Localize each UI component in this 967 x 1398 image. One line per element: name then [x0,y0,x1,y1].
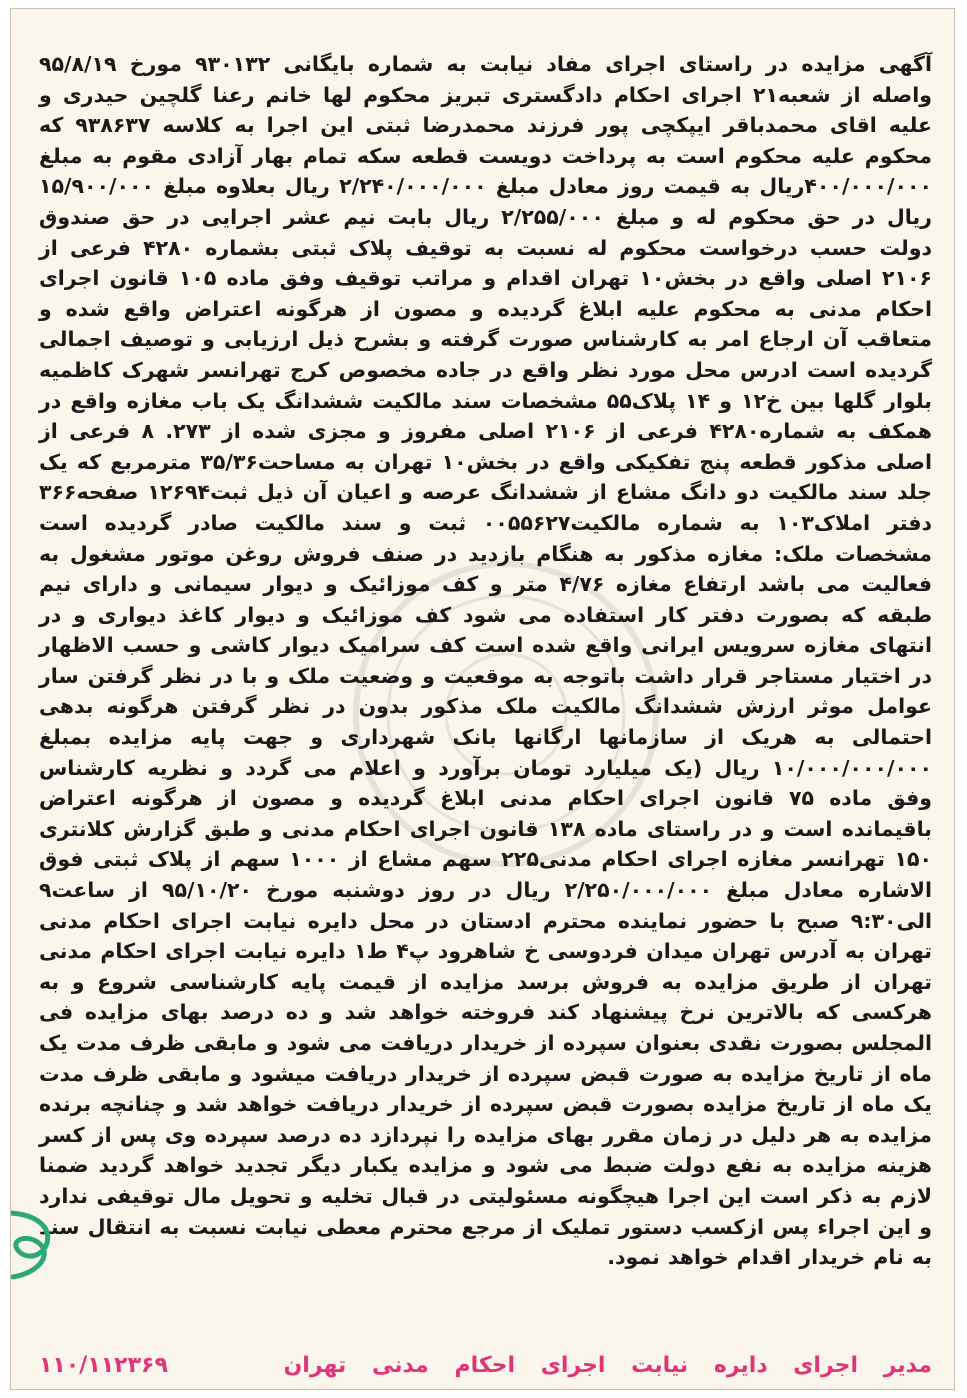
newspaper-clipping [10,8,955,1390]
notice-reference-number: ۱۱۰/۱۱۲۳۶۹ [39,1352,168,1378]
issuer-signature: مدیر اجرای دایره نیابت اجرای احکام مدنی تهران [283,1352,932,1378]
auction-notice-text: آگهی مزایده در راستای اجرای مفاد نیابت به شماره بایگانی ۹۳۰۱۳۲ مورخ ۹۵/۸/۱۹ واصله از شعبه۲۱ اجرای احکام دادگستری تبریز محکوم لها خانم رعنا گلچین حیدری و علیه اقای محمدباقر ایپکچی پور فرزند محمدرضا ثبتی این اجرا به کلاسه ۹۳۸۶۳۷ که محکوم علیه محکوم است به پرداخت دویست قطعه سکه تمام بهار آزادی مقوم به مبلغ ۴۰۰/۰۰۰/۰۰۰ریال به قیمت روز معادل مبلغ ۲/۲۴۰/۰۰۰/۰۰۰ ریال بعلاوه مبلغ ۱۵/۹۰۰/۰۰۰ ریال در حق محکوم له و مبلغ ۲/۲۵۵/۰۰۰ ریال بابت نیم عشر اجرایی در حق صندوق دولت حسب درخواست محکوم له نسبت به توقیف پلاک ثبتی بشماره ۴۲۸۰ فرعی از ۲۱۰۶ اصلی واقع در بخش۱۰ تهران اقدام و مراتب توقیف وفق ماده ۱۰۵ قانون اجرای احکام مدنی به محکوم علیه ابلاغ گردیده و مصون از هرگونه اعتراض واقع شده و متعاقب آن ارجاع امر به کارشناس صورت گرفته و بشرح ذیل ارزیابی و توصیف اجمالی گردیده است ادرس محل مورد نظر واقع در جاده مخصوص کرج تهرانسر شهرک کاظمیه بلوار گلها بین خ۱۲ و ۱۴ پلاک۵۵ مشخصات سند مالکیت ششدانگ یک باب مغازه واقع در همکف به شماره۴۲۸۰ فرعی از ۲۱۰۶ اصلی مفروز و مجزی شده از ۲۷۳. ۸ فرعی از اصلی مذکور قطعه پنج تفکیکی واقع در بخش۱۰ تهران به مساحت۳۵/۳۶ مترمربع که یک جلد سند مالکیت دو دانگ مشاع از ششدانگ عرصه و اعیان آن ذیل ثبت۱۲۶۹۴ صفحه۳۶۶ دفتر املاک۱۰۳ به شماره مالکیت۰۰۵۵۶۲۷ ثبت و سند مالکیت صادر گردیده است مشخصات ملک: مغازه مذکور به هنگام بازدید در صنف فروش روغن موتور مشغول به فعالیت می باشد ارتفاع مغازه ۴/۷۶ متر و کف موزائیک و دیوار سیمانی و دارای نیم طبقه که بصورت دفتر کار استفاده می شود کف موزائیک و دیوار کاغذ دیواری و در انتهای مغازه سرویس ایرانی واقع شده است کف سرامیک دیوار کاشی و حسب الاظهار در اختیار مستاجر قرار داشت باتوجه به موقعیت و وضعیت ملک و با در نظر گرفتن سار عوامل موثر ارزش ششدانگ مالکیت ملک مذکور بدون در نظر گرفتن هرگونه بدهی احتمالی به هریک از سازمانها ارگانها بانک شهرداری و جهت پایه مزایده بمبلغ ۱۰/۰۰۰/۰۰۰/۰۰۰ ریال (یک میلیارد تومان برآورد و اعلام می گردد و نظریه کارشناس وفق ماده ۷۵ قانون اجرای احکام مدنی ابلاغ گردیده و مصون از هرگونه اعتراض باقیمانده است و در راستای ماده ۱۳۸ قانون اجرای احکام مدنی و طبق گزارش کلانتری ۱۵۰ تهرانسر مغازه اجرای احکام مدنی۲۲۵ سهم مشاع از ۱۰۰۰ سهم از پلاک ثبتی فوق الاشاره معادل مبلغ ۲/۲۵۰/۰۰۰/۰۰۰ ریال در روز دوشنبه مورخ ۹۵/۱۰/۲۰ از ساعت۹ الی۹:۳۰ صبح با حضور نماینده محترم ادستان در محل دایره نیابت اجرای احکام مدنی تهران به آدرس تهران میدان فردوسی خ شاهرود پ۴ ط۱ دایره نیابت اجرای احکام مدنی تهران از طریق مزایده به فروش برسد مزایده از قیمت پایه کارشناسی شروع و به هرکسی که بالاترین نرخ پیشنهاد کند فروخته خواهد شد و ده درصد بهای مزایده فی المجلس بصورت نقدی بعنوان سپرده از خریدار دریافت می شود و مابقی ظرف مدت یک ماه از تاریخ مزایده به صورت قبض سپرده از خریدار دریافت میشود و مابقی ظرف مدت یک ماه از تاریخ مزایده بصورت قبض سپرده از خریدار دریافت خواهد شد و چنانچه برنده مزایده به هر دلیل در زمان مقرر بهای مزایده را نپردازد ده درصد سپرده وی پس از کسر هزینه مزایده به نفع دولت ضبط می شود و مزایده یکبار دیگر تجدید خواهد گردید ضمنا لازم به ذکر است این اجرا هیچگونه مسئولیتی در قبال تخلیه و تحویل مال توقیفی ندارد و این اجراء پس ازکسب دستور تملیک از مرجع محترم معطی نیابت نسبت به انتقال سند به نام خریدار اقدام خواهد نمود. [39,52,933,1270]
notice-footer [39,1345,932,1385]
margin-pen-mark-icon [10,1205,67,1285]
